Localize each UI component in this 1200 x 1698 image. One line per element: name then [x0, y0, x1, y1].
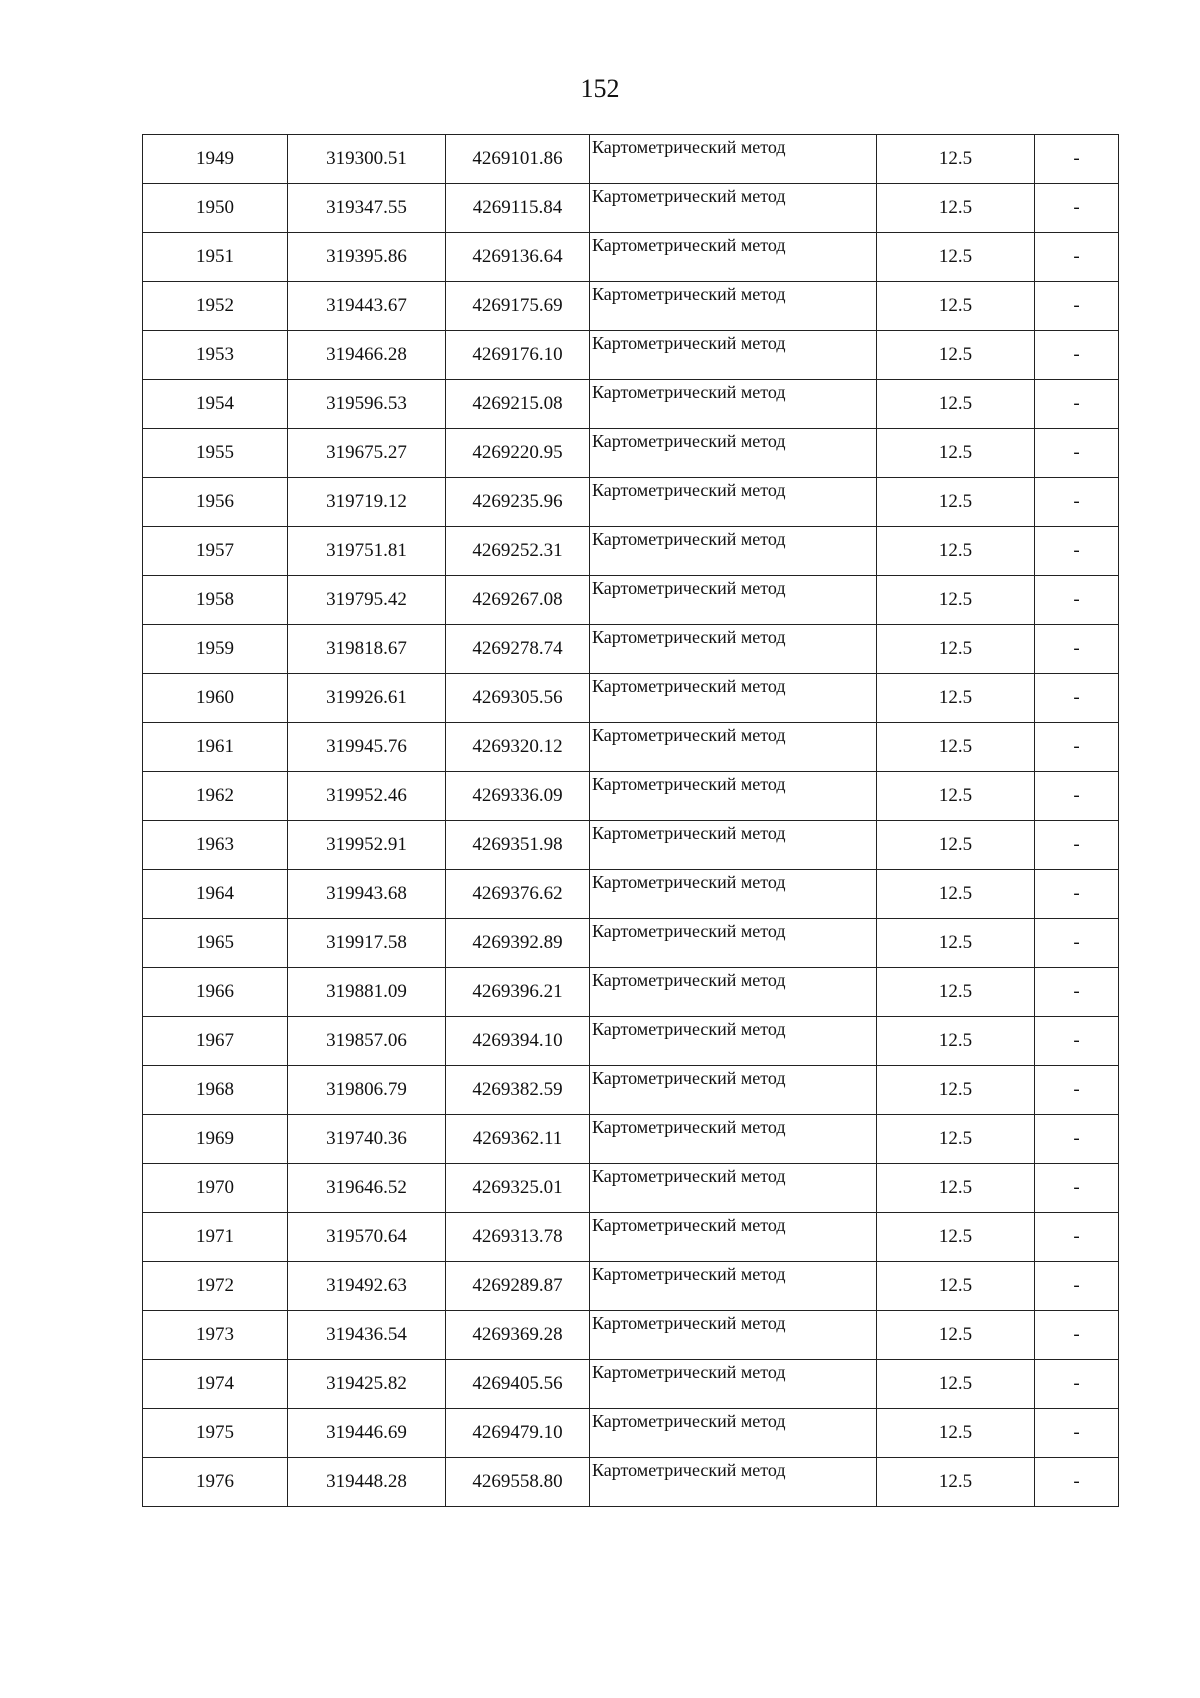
x-coordinate-cell: 319952.91 — [288, 821, 446, 870]
x-coordinate-cell: 319300.51 — [288, 135, 446, 184]
table-row — [143, 674, 1119, 723]
method-cell: Картометрический метод — [590, 1458, 877, 1507]
table-row — [143, 135, 1119, 184]
y-coordinate-cell: 4269235.96 — [446, 478, 590, 527]
accuracy-cell: 12.5 — [877, 1360, 1035, 1409]
table-row — [143, 331, 1119, 380]
y-coordinate-cell: 4269558.80 — [446, 1458, 590, 1507]
y-coordinate-cell: 4269136.64 — [446, 233, 590, 282]
note-cell: - — [1035, 429, 1119, 478]
x-coordinate-cell: 319596.53 — [288, 380, 446, 429]
point-number-cell: 1961 — [143, 723, 288, 772]
point-number-cell: 1964 — [143, 870, 288, 919]
x-coordinate-cell: 319646.52 — [288, 1164, 446, 1213]
y-coordinate-cell: 4269382.59 — [446, 1066, 590, 1115]
note-cell: - — [1035, 919, 1119, 968]
note-cell: - — [1035, 135, 1119, 184]
x-coordinate-cell: 319943.68 — [288, 870, 446, 919]
method-cell: Картометрический метод — [590, 870, 877, 919]
y-coordinate-cell: 4269289.87 — [446, 1262, 590, 1311]
x-coordinate-cell: 319448.28 — [288, 1458, 446, 1507]
table-row — [143, 1017, 1119, 1066]
point-number-cell: 1967 — [143, 1017, 288, 1066]
note-cell: - — [1035, 1017, 1119, 1066]
point-number-cell: 1963 — [143, 821, 288, 870]
table-row — [143, 233, 1119, 282]
table-row — [143, 184, 1119, 233]
accuracy-cell: 12.5 — [877, 576, 1035, 625]
note-cell: - — [1035, 380, 1119, 429]
accuracy-cell: 12.5 — [877, 870, 1035, 919]
accuracy-cell: 12.5 — [877, 1213, 1035, 1262]
x-coordinate-cell: 319492.63 — [288, 1262, 446, 1311]
note-cell: - — [1035, 1213, 1119, 1262]
accuracy-cell: 12.5 — [877, 1311, 1035, 1360]
method-cell: Картометрический метод — [590, 1164, 877, 1213]
point-number-cell: 1966 — [143, 968, 288, 1017]
point-number-cell: 1973 — [143, 1311, 288, 1360]
note-cell: - — [1035, 1458, 1119, 1507]
note-cell: - — [1035, 625, 1119, 674]
note-cell: - — [1035, 1409, 1119, 1458]
accuracy-cell: 12.5 — [877, 527, 1035, 576]
accuracy-cell: 12.5 — [877, 1017, 1035, 1066]
point-number-cell: 1957 — [143, 527, 288, 576]
point-number-cell: 1949 — [143, 135, 288, 184]
note-cell: - — [1035, 723, 1119, 772]
accuracy-cell: 12.5 — [877, 625, 1035, 674]
note-cell: - — [1035, 1262, 1119, 1311]
point-number-cell: 1971 — [143, 1213, 288, 1262]
accuracy-cell: 12.5 — [877, 282, 1035, 331]
accuracy-cell: 12.5 — [877, 723, 1035, 772]
accuracy-cell: 12.5 — [877, 821, 1035, 870]
note-cell: - — [1035, 1164, 1119, 1213]
method-cell: Картометрический метод — [590, 1262, 877, 1311]
x-coordinate-cell: 319675.27 — [288, 429, 446, 478]
method-cell: Картометрический метод — [590, 282, 877, 331]
y-coordinate-cell: 4269351.98 — [446, 821, 590, 870]
x-coordinate-cell: 319347.55 — [288, 184, 446, 233]
method-cell: Картометрический метод — [590, 135, 877, 184]
method-cell: Картометрический метод — [590, 625, 877, 674]
table-row — [143, 527, 1119, 576]
note-cell: - — [1035, 184, 1119, 233]
x-coordinate-cell: 319818.67 — [288, 625, 446, 674]
x-coordinate-cell: 319926.61 — [288, 674, 446, 723]
method-cell: Картометрический метод — [590, 380, 877, 429]
coordinates-table — [142, 134, 1119, 1507]
x-coordinate-cell: 319952.46 — [288, 772, 446, 821]
x-coordinate-cell: 319446.69 — [288, 1409, 446, 1458]
method-cell: Картометрический метод — [590, 1311, 877, 1360]
table-row — [143, 429, 1119, 478]
accuracy-cell: 12.5 — [877, 1164, 1035, 1213]
table-row — [143, 870, 1119, 919]
note-cell: - — [1035, 1066, 1119, 1115]
method-cell: Картометрический метод — [590, 429, 877, 478]
y-coordinate-cell: 4269313.78 — [446, 1213, 590, 1262]
note-cell: - — [1035, 282, 1119, 331]
note-cell: - — [1035, 772, 1119, 821]
y-coordinate-cell: 4269325.01 — [446, 1164, 590, 1213]
table-row — [143, 1262, 1119, 1311]
method-cell: Картометрический метод — [590, 576, 877, 625]
x-coordinate-cell: 319751.81 — [288, 527, 446, 576]
method-cell: Картометрический метод — [590, 1115, 877, 1164]
point-number-cell: 1972 — [143, 1262, 288, 1311]
method-cell: Картометрический метод — [590, 184, 877, 233]
note-cell: - — [1035, 1115, 1119, 1164]
table-row — [143, 772, 1119, 821]
accuracy-cell: 12.5 — [877, 380, 1035, 429]
method-cell: Картометрический метод — [590, 968, 877, 1017]
table-row — [143, 282, 1119, 331]
accuracy-cell: 12.5 — [877, 1458, 1035, 1507]
method-cell: Картометрический метод — [590, 1360, 877, 1409]
x-coordinate-cell: 319425.82 — [288, 1360, 446, 1409]
table-row — [143, 1164, 1119, 1213]
y-coordinate-cell: 4269405.56 — [446, 1360, 590, 1409]
note-cell: - — [1035, 331, 1119, 380]
x-coordinate-cell: 319881.09 — [288, 968, 446, 1017]
point-number-cell: 1975 — [143, 1409, 288, 1458]
method-cell: Картометрический метод — [590, 919, 877, 968]
x-coordinate-cell: 319945.76 — [288, 723, 446, 772]
y-coordinate-cell: 4269396.21 — [446, 968, 590, 1017]
y-coordinate-cell: 4269220.95 — [446, 429, 590, 478]
method-cell: Картометрический метод — [590, 527, 877, 576]
accuracy-cell: 12.5 — [877, 135, 1035, 184]
method-cell: Картометрический метод — [590, 1213, 877, 1262]
x-coordinate-cell: 319917.58 — [288, 919, 446, 968]
point-number-cell: 1955 — [143, 429, 288, 478]
accuracy-cell: 12.5 — [877, 429, 1035, 478]
y-coordinate-cell: 4269336.09 — [446, 772, 590, 821]
x-coordinate-cell: 319719.12 — [288, 478, 446, 527]
note-cell: - — [1035, 968, 1119, 1017]
x-coordinate-cell: 319570.64 — [288, 1213, 446, 1262]
x-coordinate-cell: 319806.79 — [288, 1066, 446, 1115]
point-number-cell: 1968 — [143, 1066, 288, 1115]
x-coordinate-cell: 319466.28 — [288, 331, 446, 380]
method-cell: Картометрический метод — [590, 331, 877, 380]
table-row — [143, 1115, 1119, 1164]
table-row — [143, 576, 1119, 625]
method-cell: Картометрический метод — [590, 723, 877, 772]
y-coordinate-cell: 4269267.08 — [446, 576, 590, 625]
table-row — [143, 723, 1119, 772]
method-cell: Картометрический метод — [590, 1017, 877, 1066]
y-coordinate-cell: 4269305.56 — [446, 674, 590, 723]
y-coordinate-cell: 4269320.12 — [446, 723, 590, 772]
y-coordinate-cell: 4269369.28 — [446, 1311, 590, 1360]
table-row — [143, 968, 1119, 1017]
y-coordinate-cell: 4269176.10 — [446, 331, 590, 380]
table-row — [143, 478, 1119, 527]
x-coordinate-cell: 319857.06 — [288, 1017, 446, 1066]
y-coordinate-cell: 4269215.08 — [446, 380, 590, 429]
table-row — [143, 919, 1119, 968]
y-coordinate-cell: 4269394.10 — [446, 1017, 590, 1066]
x-coordinate-cell: 319795.42 — [288, 576, 446, 625]
note-cell: - — [1035, 821, 1119, 870]
method-cell: Картометрический метод — [590, 821, 877, 870]
accuracy-cell: 12.5 — [877, 478, 1035, 527]
point-number-cell: 1953 — [143, 331, 288, 380]
table-row — [143, 1458, 1119, 1507]
note-cell: - — [1035, 674, 1119, 723]
table-row — [143, 1311, 1119, 1360]
method-cell: Картометрический метод — [590, 1066, 877, 1115]
accuracy-cell: 12.5 — [877, 1066, 1035, 1115]
note-cell: - — [1035, 233, 1119, 282]
table-row — [143, 1066, 1119, 1115]
accuracy-cell: 12.5 — [877, 233, 1035, 282]
method-cell: Картометрический метод — [590, 233, 877, 282]
method-cell: Картометрический метод — [590, 772, 877, 821]
table-row — [143, 1409, 1119, 1458]
table-row — [143, 1360, 1119, 1409]
x-coordinate-cell: 319436.54 — [288, 1311, 446, 1360]
accuracy-cell: 12.5 — [877, 968, 1035, 1017]
accuracy-cell: 12.5 — [877, 1115, 1035, 1164]
table-row — [143, 380, 1119, 429]
point-number-cell: 1952 — [143, 282, 288, 331]
point-number-cell: 1970 — [143, 1164, 288, 1213]
y-coordinate-cell: 4269479.10 — [446, 1409, 590, 1458]
point-number-cell: 1976 — [143, 1458, 288, 1507]
table-body — [143, 135, 1119, 1507]
point-number-cell: 1951 — [143, 233, 288, 282]
x-coordinate-cell: 319395.86 — [288, 233, 446, 282]
point-number-cell: 1960 — [143, 674, 288, 723]
y-coordinate-cell: 4269376.62 — [446, 870, 590, 919]
page-number: 152 — [580, 74, 620, 103]
table-row — [143, 821, 1119, 870]
method-cell: Картометрический метод — [590, 674, 877, 723]
note-cell: - — [1035, 1311, 1119, 1360]
x-coordinate-cell: 319443.67 — [288, 282, 446, 331]
point-number-cell: 1962 — [143, 772, 288, 821]
y-coordinate-cell: 4269278.74 — [446, 625, 590, 674]
accuracy-cell: 12.5 — [877, 772, 1035, 821]
x-coordinate-cell: 319740.36 — [288, 1115, 446, 1164]
y-coordinate-cell: 4269392.89 — [446, 919, 590, 968]
point-number-cell: 1954 — [143, 380, 288, 429]
method-cell: Картометрический метод — [590, 1409, 877, 1458]
note-cell: - — [1035, 527, 1119, 576]
table-row — [143, 625, 1119, 674]
method-cell: Картометрический метод — [590, 478, 877, 527]
y-coordinate-cell: 4269175.69 — [446, 282, 590, 331]
y-coordinate-cell: 4269101.86 — [446, 135, 590, 184]
accuracy-cell: 12.5 — [877, 1409, 1035, 1458]
y-coordinate-cell: 4269252.31 — [446, 527, 590, 576]
accuracy-cell: 12.5 — [877, 674, 1035, 723]
note-cell: - — [1035, 478, 1119, 527]
accuracy-cell: 12.5 — [877, 184, 1035, 233]
point-number-cell: 1950 — [143, 184, 288, 233]
note-cell: - — [1035, 1360, 1119, 1409]
accuracy-cell: 12.5 — [877, 1262, 1035, 1311]
point-number-cell: 1956 — [143, 478, 288, 527]
point-number-cell: 1959 — [143, 625, 288, 674]
point-number-cell: 1969 — [143, 1115, 288, 1164]
point-number-cell: 1958 — [143, 576, 288, 625]
point-number-cell: 1974 — [143, 1360, 288, 1409]
note-cell: - — [1035, 870, 1119, 919]
y-coordinate-cell: 4269362.11 — [446, 1115, 590, 1164]
table-row — [143, 1213, 1119, 1262]
note-cell: - — [1035, 576, 1119, 625]
point-number-cell: 1965 — [143, 919, 288, 968]
accuracy-cell: 12.5 — [877, 919, 1035, 968]
accuracy-cell: 12.5 — [877, 331, 1035, 380]
y-coordinate-cell: 4269115.84 — [446, 184, 590, 233]
